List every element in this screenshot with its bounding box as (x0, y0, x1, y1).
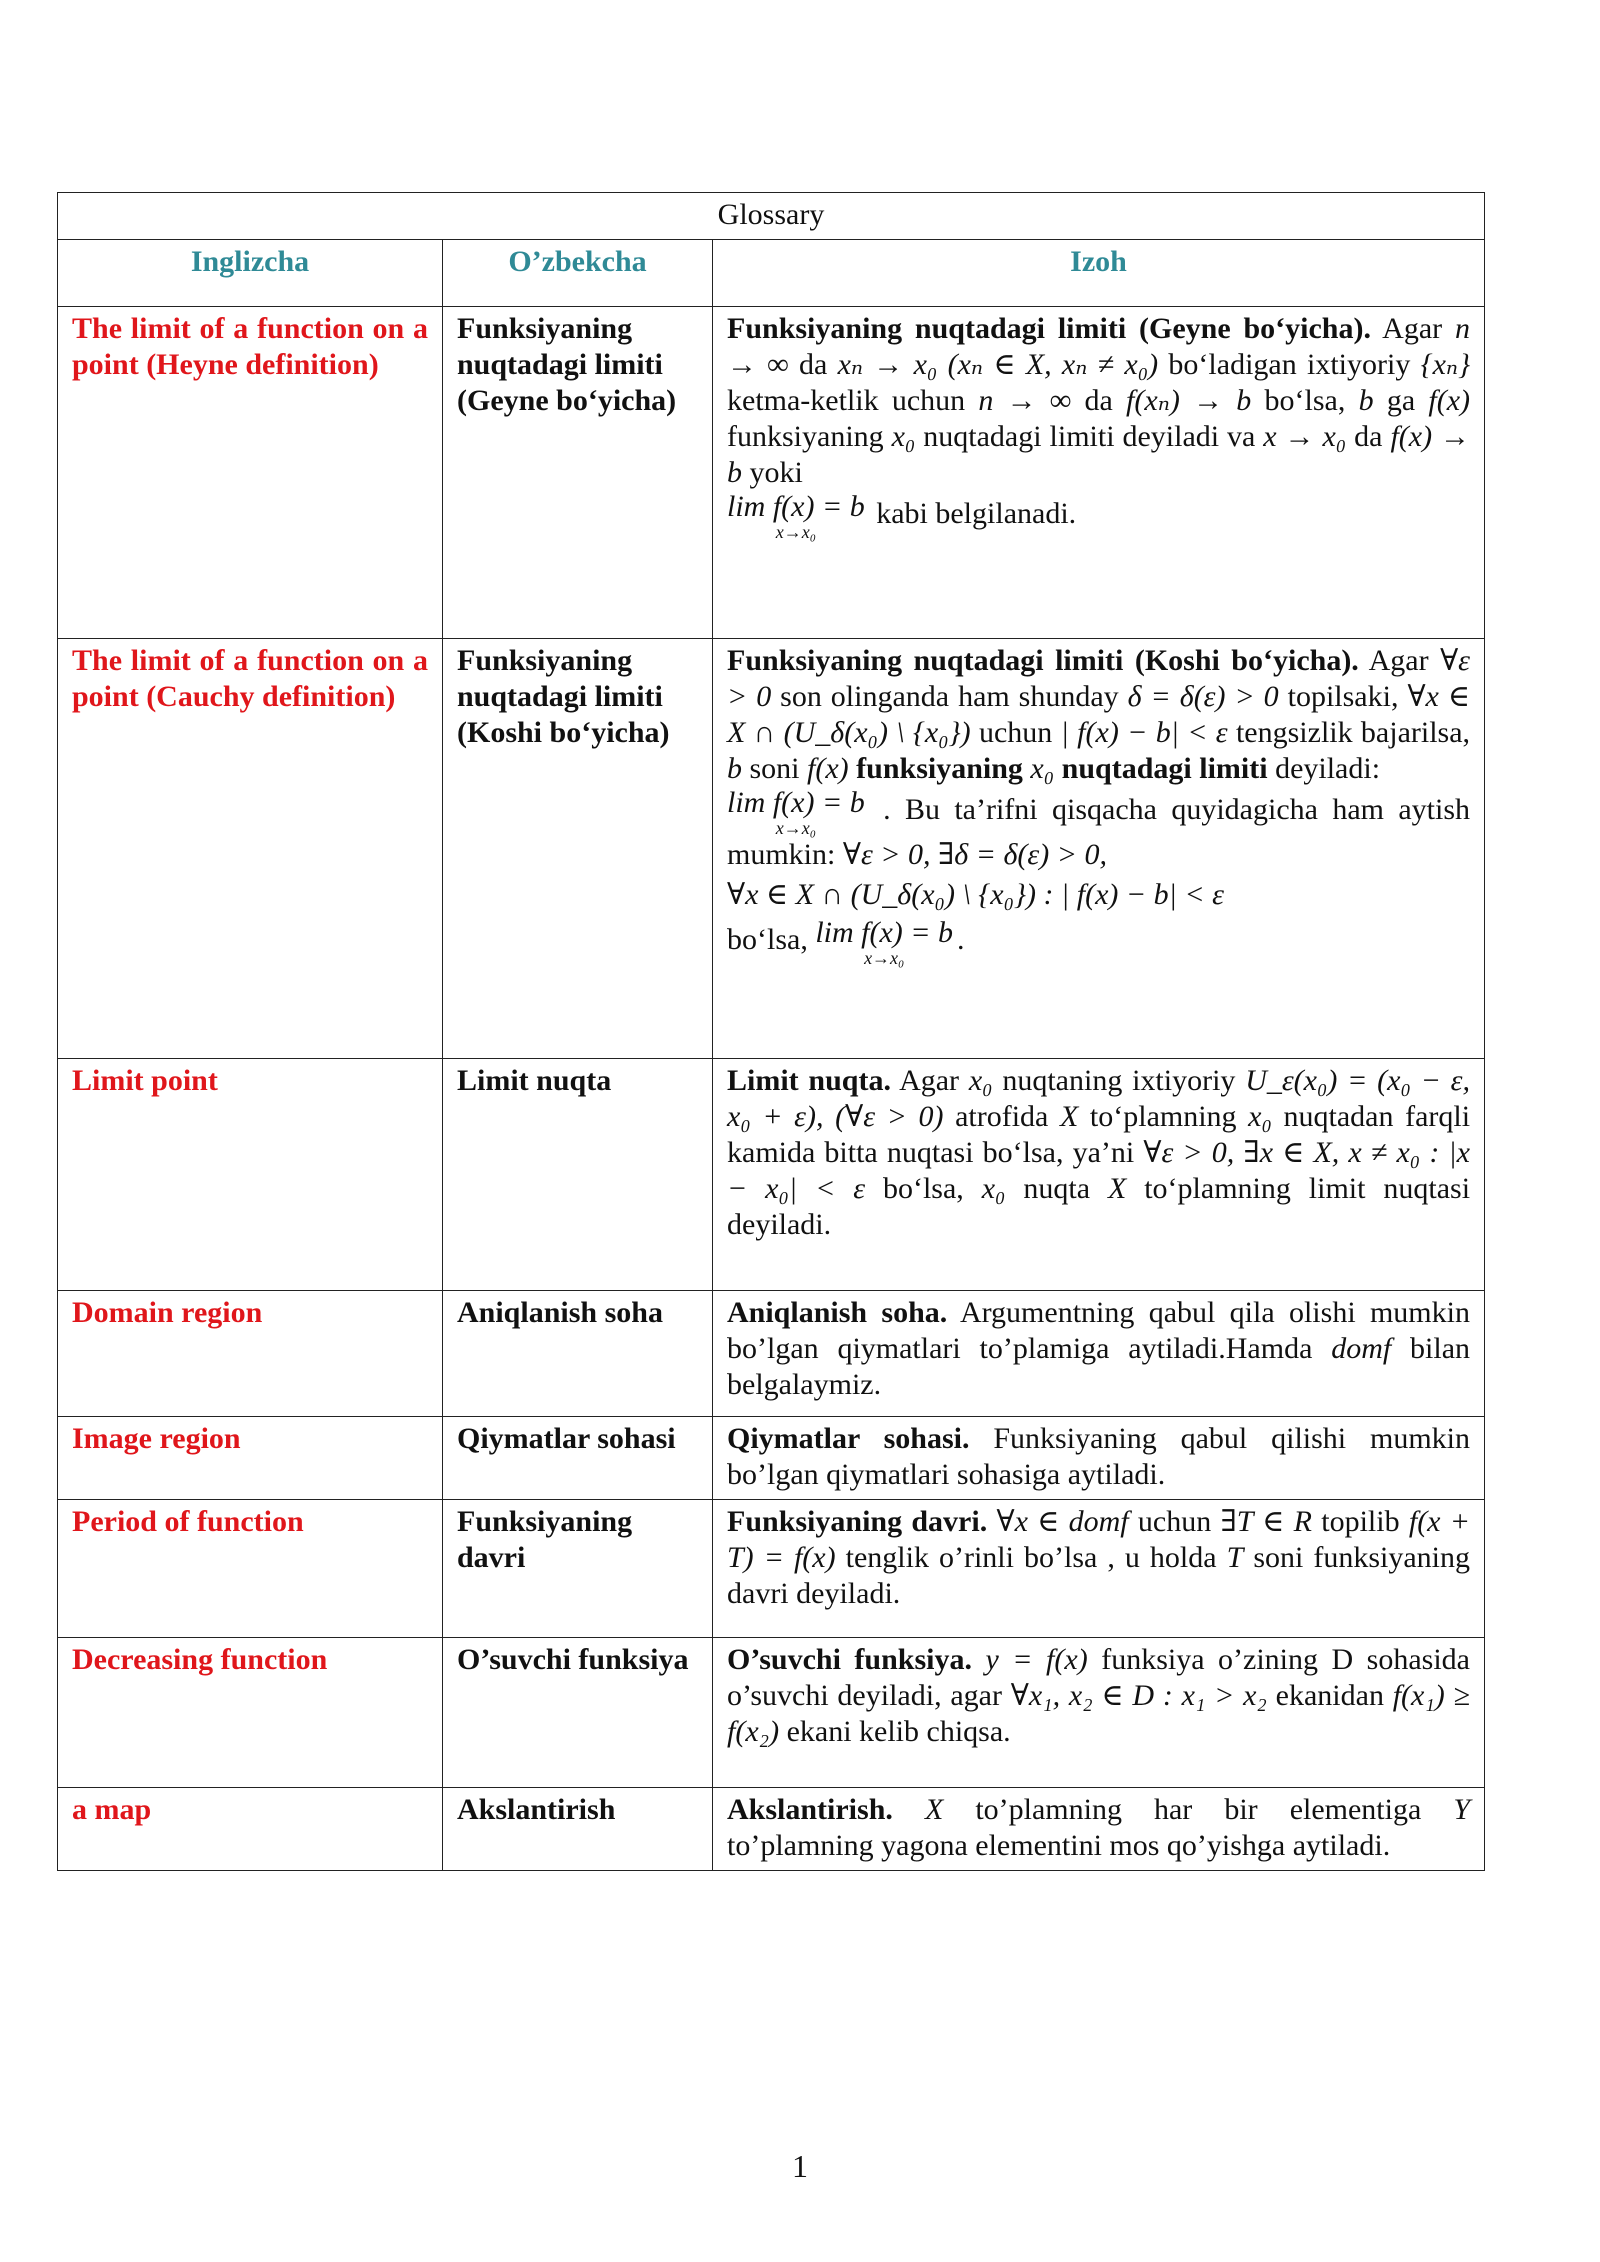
limit-body: lim f(x) = b (815, 916, 954, 949)
table-caption: Glossary (58, 193, 1485, 240)
term-uzbek: Funksiyaning davri (443, 1500, 713, 1638)
header-explanation: Izoh (713, 240, 1485, 307)
definition-text: nuqta (1023, 1172, 1091, 1205)
math-formula: X (924, 1793, 944, 1826)
definition-text: ga (1386, 384, 1416, 417)
definition-title: Funksiyaning nuqtadagi limiti (Koshi bo‘yicha). (727, 644, 1359, 677)
math-formula: ∀ε > 0, ∃x ∈ X, x ≠ x₀ : |x − x₀| < ε (727, 1136, 1470, 1205)
definition-text: bilan belgalaymiz. (727, 1332, 1471, 1401)
definition-text: ekanidan (1275, 1679, 1384, 1712)
definition-text: ketma-ketlik uchun (727, 384, 966, 417)
term-english: Limit point (58, 1059, 443, 1291)
definition-text: atrofida (955, 1100, 1049, 1133)
math-formula: x → x₀ (1263, 420, 1347, 453)
definition-text: deyiladi: (1275, 752, 1381, 785)
math-formula: (xₙ ∈ X, xₙ ≠ x₀) (947, 348, 1159, 381)
definition-text: Agar (899, 1064, 960, 1097)
table-row (58, 1500, 1485, 1638)
definition-text: bo‘ladigan ixtiyoriy (1168, 348, 1411, 381)
term-english: The limit of a function on a point (Cauchy definition) (58, 639, 443, 1059)
math-formula: ∀ε > 0, (842, 838, 931, 871)
term-uzbek: Akslantirish (443, 1788, 713, 1871)
math-formula: Y (1453, 1793, 1471, 1826)
math-formula: n → ∞ (727, 312, 1470, 381)
math-formula: ∀x₁, x₂ ∈ D : x₁ > x₂ (1010, 1679, 1267, 1712)
term-definition (713, 1638, 1485, 1788)
term-uzbek: Funksiyaning nuqtadagi limiti (Koshi bo‘yicha) (443, 639, 713, 1059)
definition-text: funksiyaning (856, 752, 1023, 785)
definition-text: son olinganda ham shunday (780, 680, 1119, 713)
math-formula: (∀ε > 0) (835, 1100, 944, 1133)
term-english: Period of function (58, 1500, 443, 1638)
definition-text: nuqtadagi limiti deyiladi va (923, 420, 1256, 453)
definition-text: soni funksiyaning davri deyiladi. (727, 1541, 1470, 1610)
limit-body: lim f(x) = b (727, 786, 865, 819)
definition-title: Aniqlanish soha. (727, 1296, 948, 1329)
header-uzbek: O’zbekcha (443, 240, 713, 307)
math-formula: ∀x ∈ X ∩ (U_δ(x₀) \ {x₀}) : | f(x) − b| < ε (727, 878, 1224, 911)
definition-title: O’suvchi funksiya. (727, 1643, 972, 1676)
term-english: The limit of a function on a point (Heyne definition) (58, 307, 443, 639)
limit-subscript: x→x₀ (775, 522, 816, 542)
definition-text: soni (749, 752, 800, 785)
math-formula: b (727, 752, 742, 785)
definition-text: Argumentning qabul qila olishi mumkin bo’lgan qiymatlari to’plamiga aytiladi.Hamda (727, 1296, 1470, 1365)
definition-text: nuqtaning ixtiyoriy (1002, 1064, 1236, 1097)
math-formula: f(x + T) = f(x) (727, 1505, 1471, 1574)
math-formula: δ = δ(ε) > 0 (1127, 680, 1279, 713)
math-formula: ∀x ∈ X ∩ (U_δ(x₀) \ {x₀}) (727, 680, 1471, 749)
term-definition (713, 1291, 1485, 1417)
math-formula: x₀ (891, 420, 916, 453)
definition-text: to‘plamning (1089, 1100, 1237, 1133)
math-formula: ∀x ∈ domf (996, 1505, 1129, 1538)
math-formula: X (1107, 1172, 1127, 1205)
term-uzbek: Aniqlanish soha (443, 1291, 713, 1417)
term-english: Domain region (58, 1291, 443, 1417)
term-english: Image region (58, 1417, 443, 1500)
definition-text: da (798, 348, 828, 381)
term-english: a map (58, 1788, 443, 1871)
term-uzbek: Qiymatlar sohasi (443, 1417, 713, 1500)
math-formula: xₙ → x₀ (837, 348, 938, 381)
table-row (58, 1291, 1485, 1417)
definition-title: Funksiyaning nuqtadagi limiti (Geyne bo‘yicha). (727, 312, 1371, 345)
table-row (58, 1638, 1485, 1788)
definition-text: Agar (1368, 644, 1429, 677)
term-definition (713, 639, 1485, 1059)
definition-text: Funksiyaning qabul qilishi mumkin bo’lgan qiymatlari sohasiga aytiladi. (727, 1422, 1470, 1491)
term-definition (713, 1500, 1485, 1638)
term-english: Decreasing function (58, 1638, 443, 1788)
definition-title: Funksiyaning davri. (727, 1505, 988, 1538)
definition-title: Limit nuqta. (727, 1064, 891, 1097)
definition-text: to‘plamning limit nuqtasi deyiladi. (727, 1172, 1471, 1241)
term-uzbek: Funksiyaning nuqtadagi limiti (Geyne bo‘yicha) (443, 307, 713, 639)
term-definition (713, 1788, 1485, 1871)
definition-text: topilsaki, (1287, 680, 1399, 713)
definition-text: uchun (978, 716, 1053, 749)
definition-text: tengsizlik bajarilsa, (1235, 716, 1471, 749)
limit-subscript: x→x₀ (775, 818, 816, 838)
definition-text: nuqtadan farqli kamida bitta nuqtasi bo‘lsa, ya’ni (727, 1100, 1471, 1169)
math-formula: ∀ε > 0 (727, 644, 1470, 713)
math-formula: domf (1331, 1332, 1392, 1365)
term-definition (713, 1059, 1485, 1291)
definition-text: bo‘lsa, (882, 1172, 964, 1205)
definition-text: topilib (1321, 1505, 1400, 1538)
definition-text: tenglik o’rinli bo’lsa , u holda (845, 1541, 1217, 1574)
definition-text: to’plamning har bir elementiga (975, 1793, 1422, 1826)
table-row (58, 1788, 1485, 1871)
limit-subscript: x→x₀ (864, 948, 905, 968)
math-formula: f(x) (1428, 384, 1471, 417)
glossary-table (57, 192, 1485, 1871)
math-formula: X (1059, 1100, 1079, 1133)
limit-expression (727, 491, 865, 541)
term-uzbek: O’suvchi funksiya (443, 1638, 713, 1788)
limit-body: lim f(x) = b (727, 490, 865, 523)
definition-text: kabi belgilanadi. (876, 496, 1077, 530)
definition-text: funksiyaning (727, 420, 884, 453)
table-row (58, 307, 1485, 639)
math-formula: f(x) (807, 752, 849, 785)
definition-title: Akslantirish. (727, 1793, 893, 1826)
definition-text: to’plamning yagona elementini mos qo’yishga aytiladi. (727, 1829, 1391, 1862)
math-formula: x₀ (968, 1064, 993, 1097)
math-formula: x₀ (1248, 1100, 1272, 1133)
limit-expression (727, 787, 865, 837)
math-formula: U_ε(x₀) = (x₀ − ε, x₀ + ε), (727, 1064, 1470, 1133)
table-row (58, 1059, 1485, 1291)
table-row (58, 1417, 1485, 1500)
term-definition (713, 1417, 1485, 1500)
math-formula: x₀ (981, 1172, 1006, 1205)
math-formula: y = f(x) (985, 1643, 1088, 1676)
definition-text: da (1084, 384, 1113, 417)
definition-text: yoki (749, 456, 803, 489)
definition-text: nuqtadagi limiti (1061, 752, 1268, 785)
table-row (58, 639, 1485, 1059)
math-formula: b (1358, 384, 1374, 417)
math-formula: T (1226, 1541, 1244, 1574)
header-english: Inglizcha (58, 240, 443, 307)
definition-text: bo‘lsa, (1264, 384, 1346, 417)
math-formula: f(xₙ) → b (1126, 384, 1252, 417)
definition-text: uchun (1137, 1505, 1212, 1538)
math-formula: {xₙ} (1420, 348, 1471, 381)
math-formula: f(x₁) ≥ f(x₂) (727, 1679, 1471, 1748)
math-formula: x₀ (1030, 752, 1055, 785)
limit-expression (815, 917, 953, 967)
math-formula: n → ∞ (978, 384, 1072, 417)
math-formula: f(x) → b (727, 420, 1471, 489)
math-formula: ∃T ∈ R (1220, 1505, 1312, 1538)
definition-text: funksiya o’zining D sohasida o’suvchi deyiladi, agar (727, 1643, 1470, 1712)
definition-text: . Bu ta’rifni qisqacha quyidagicha ham aytish mumkin: (727, 792, 1471, 871)
math-formula: | f(x) − b| < ε (1060, 716, 1228, 749)
definition-text: Agar (1382, 312, 1443, 345)
term-definition (713, 307, 1485, 639)
definition-title: Qiymatlar sohasi. (727, 1422, 970, 1455)
definition-text: . (957, 922, 965, 956)
page-number: 1 (792, 2148, 808, 2184)
term-uzbek: Limit nuqta (443, 1059, 713, 1291)
math-formula: ∃δ = δ(ε) > 0, (938, 838, 1107, 871)
definition-text: ekani kelib chiqsa. (786, 1715, 1011, 1748)
definition-text: bo‘lsa, (727, 922, 808, 956)
definition-text: da (1354, 420, 1383, 453)
